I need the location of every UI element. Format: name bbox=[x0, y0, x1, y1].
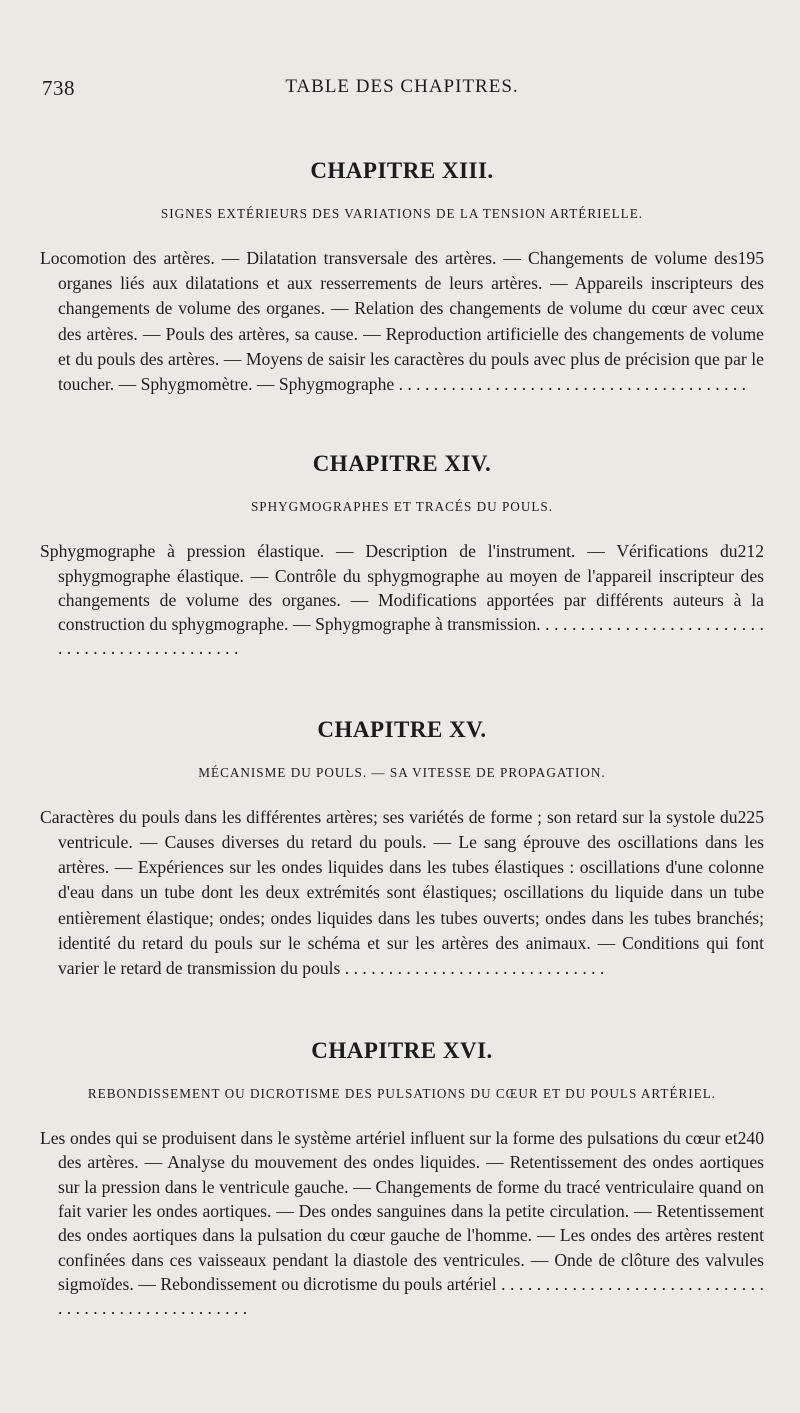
page-reference: 240 bbox=[737, 1128, 764, 1149]
page-number: 738 bbox=[42, 76, 75, 100]
chapter-subtitle: REBONDISSEMENT OU DICROTISME DES PULSATIONS DU CŒUR ET DU POULS ARTÉRIEL. bbox=[87, 1086, 717, 1102]
chapter-summary bbox=[40, 539, 764, 660]
chapter-summary-text: Les ondes qui se produisent dans le système artériel influent sur la forme des pulsations du cœur et des artères. — Analyse du mouvement des ondes liquides. — Retentissement des ondes aortiques sur la pression dans le ventricule gauche. — Changements de forme du tracé ventriculaire quand on fait varier les ondes aortiques. — Des ondes sanguines dans la petite circulation. — Retentissement des ondes aortiques dans la pulsation du cœur gauche de l'homme. — Les ondes des artères restent confinées dans ces vaisseaux pendant la diastole des ventricules. — Onde de clôture des valvules sigmoïdes. — Rebondissement ou dicrotisme du pouls artériel . . . . . . . . . . . . . . . . . . . . . . . . . . . . . . . . . . . . . . . . . . . . . . . . . . . . bbox=[40, 1128, 764, 1319]
chapter-title: CHAPITRE XV. bbox=[317, 716, 487, 742]
chapter-subtitle: MÉCANISME DU POULS. — SA VITESSE DE PROPAGATION. bbox=[198, 764, 606, 780]
chapter-xiii bbox=[40, 158, 764, 397]
chapter-summary-text: Caractères du pouls dans les différentes artères; ses variétés de forme ; son retard sur la systole du ventricule. — Causes diverses du retard du pouls. — Le sang éprouve des oscillations dans les artères. — Expériences sur les ondes liquides dans les tubes élastiques : oscillations d'une colonne d'eau dans un tube dont les deux extrémités sont élastiques; oscillations du liquide dans un tube entièrement élastique; ondes; ondes liquides dans les tubes ouverts; ondes dans les tubes branchés; identité du retard du pouls sur le schéma et sur les artères des animaux. — Conditions qui font varier le retard de transmission du pouls . . . . . . . . . . . . . . . . . . . . . . . . . . . . . . bbox=[40, 806, 764, 978]
chapter-summary-text: Locomotion des artères. — Dilatation transversale des artères. — Changements de volume des organes liés aux dilatations et aux resserrements de leurs artères. — Appareils inscripteurs des changements de volume des organes. — Relation des changements de volume du cœur avec ceux des artères. — Pouls des artères, sa cause. — Reproduction artificielle des changements de volume et du pouls des artères. — Moyens de saisir les caractères du pouls avec plus de précision que par le toucher. — Sphygmomètre. — Sphygmographe . . . . . . . . . . . . . . . . . . . . . . . . . . . . . . . . . . . . . . . . bbox=[40, 248, 764, 395]
page-reference: 195 bbox=[737, 248, 764, 268]
page-reference: 212 bbox=[737, 541, 764, 562]
running-head bbox=[40, 70, 764, 106]
chapter-title: CHAPITRE XVI. bbox=[311, 1038, 493, 1064]
chapter-title: CHAPITRE XIII. bbox=[310, 158, 494, 183]
chapter-xiv bbox=[40, 451, 764, 660]
chapter-summary bbox=[40, 805, 764, 981]
chapter-summary-text: Sphygmographe à pression élastique. — Description de l'instrument. — Vérifications du sphygmographe élastique. — Contrôle du sphygmographe au moyen de l'appareil inscripteur des changements de volume des organes. — Modifications apportées par différents auteurs à la construction du sphygmographe. — Sphygmographe à transmission. . . . . . . . . . . . . . . . . . . . . . . . . . . . . . . . . . . . . . . . . . . . . . . bbox=[40, 541, 764, 659]
chapter-xvi bbox=[40, 1038, 764, 1320]
chapter-subtitle: SPHYGMOGRAPHES ET TRACÉS DU POULS. bbox=[250, 499, 554, 515]
chapter-summary bbox=[40, 246, 764, 397]
chapter-subtitle: SIGNES EXTÉRIEURS DES VARIATIONS DE LA TENSION ARTÉRIELLE. bbox=[160, 206, 644, 221]
running-title: TABLE DES CHAPITRES. bbox=[285, 76, 519, 97]
chapter-title: CHAPITRE XIV. bbox=[312, 451, 492, 477]
chapter-xv bbox=[40, 717, 764, 981]
chapter-summary bbox=[40, 1126, 764, 1320]
page-reference: 225 bbox=[737, 806, 764, 827]
